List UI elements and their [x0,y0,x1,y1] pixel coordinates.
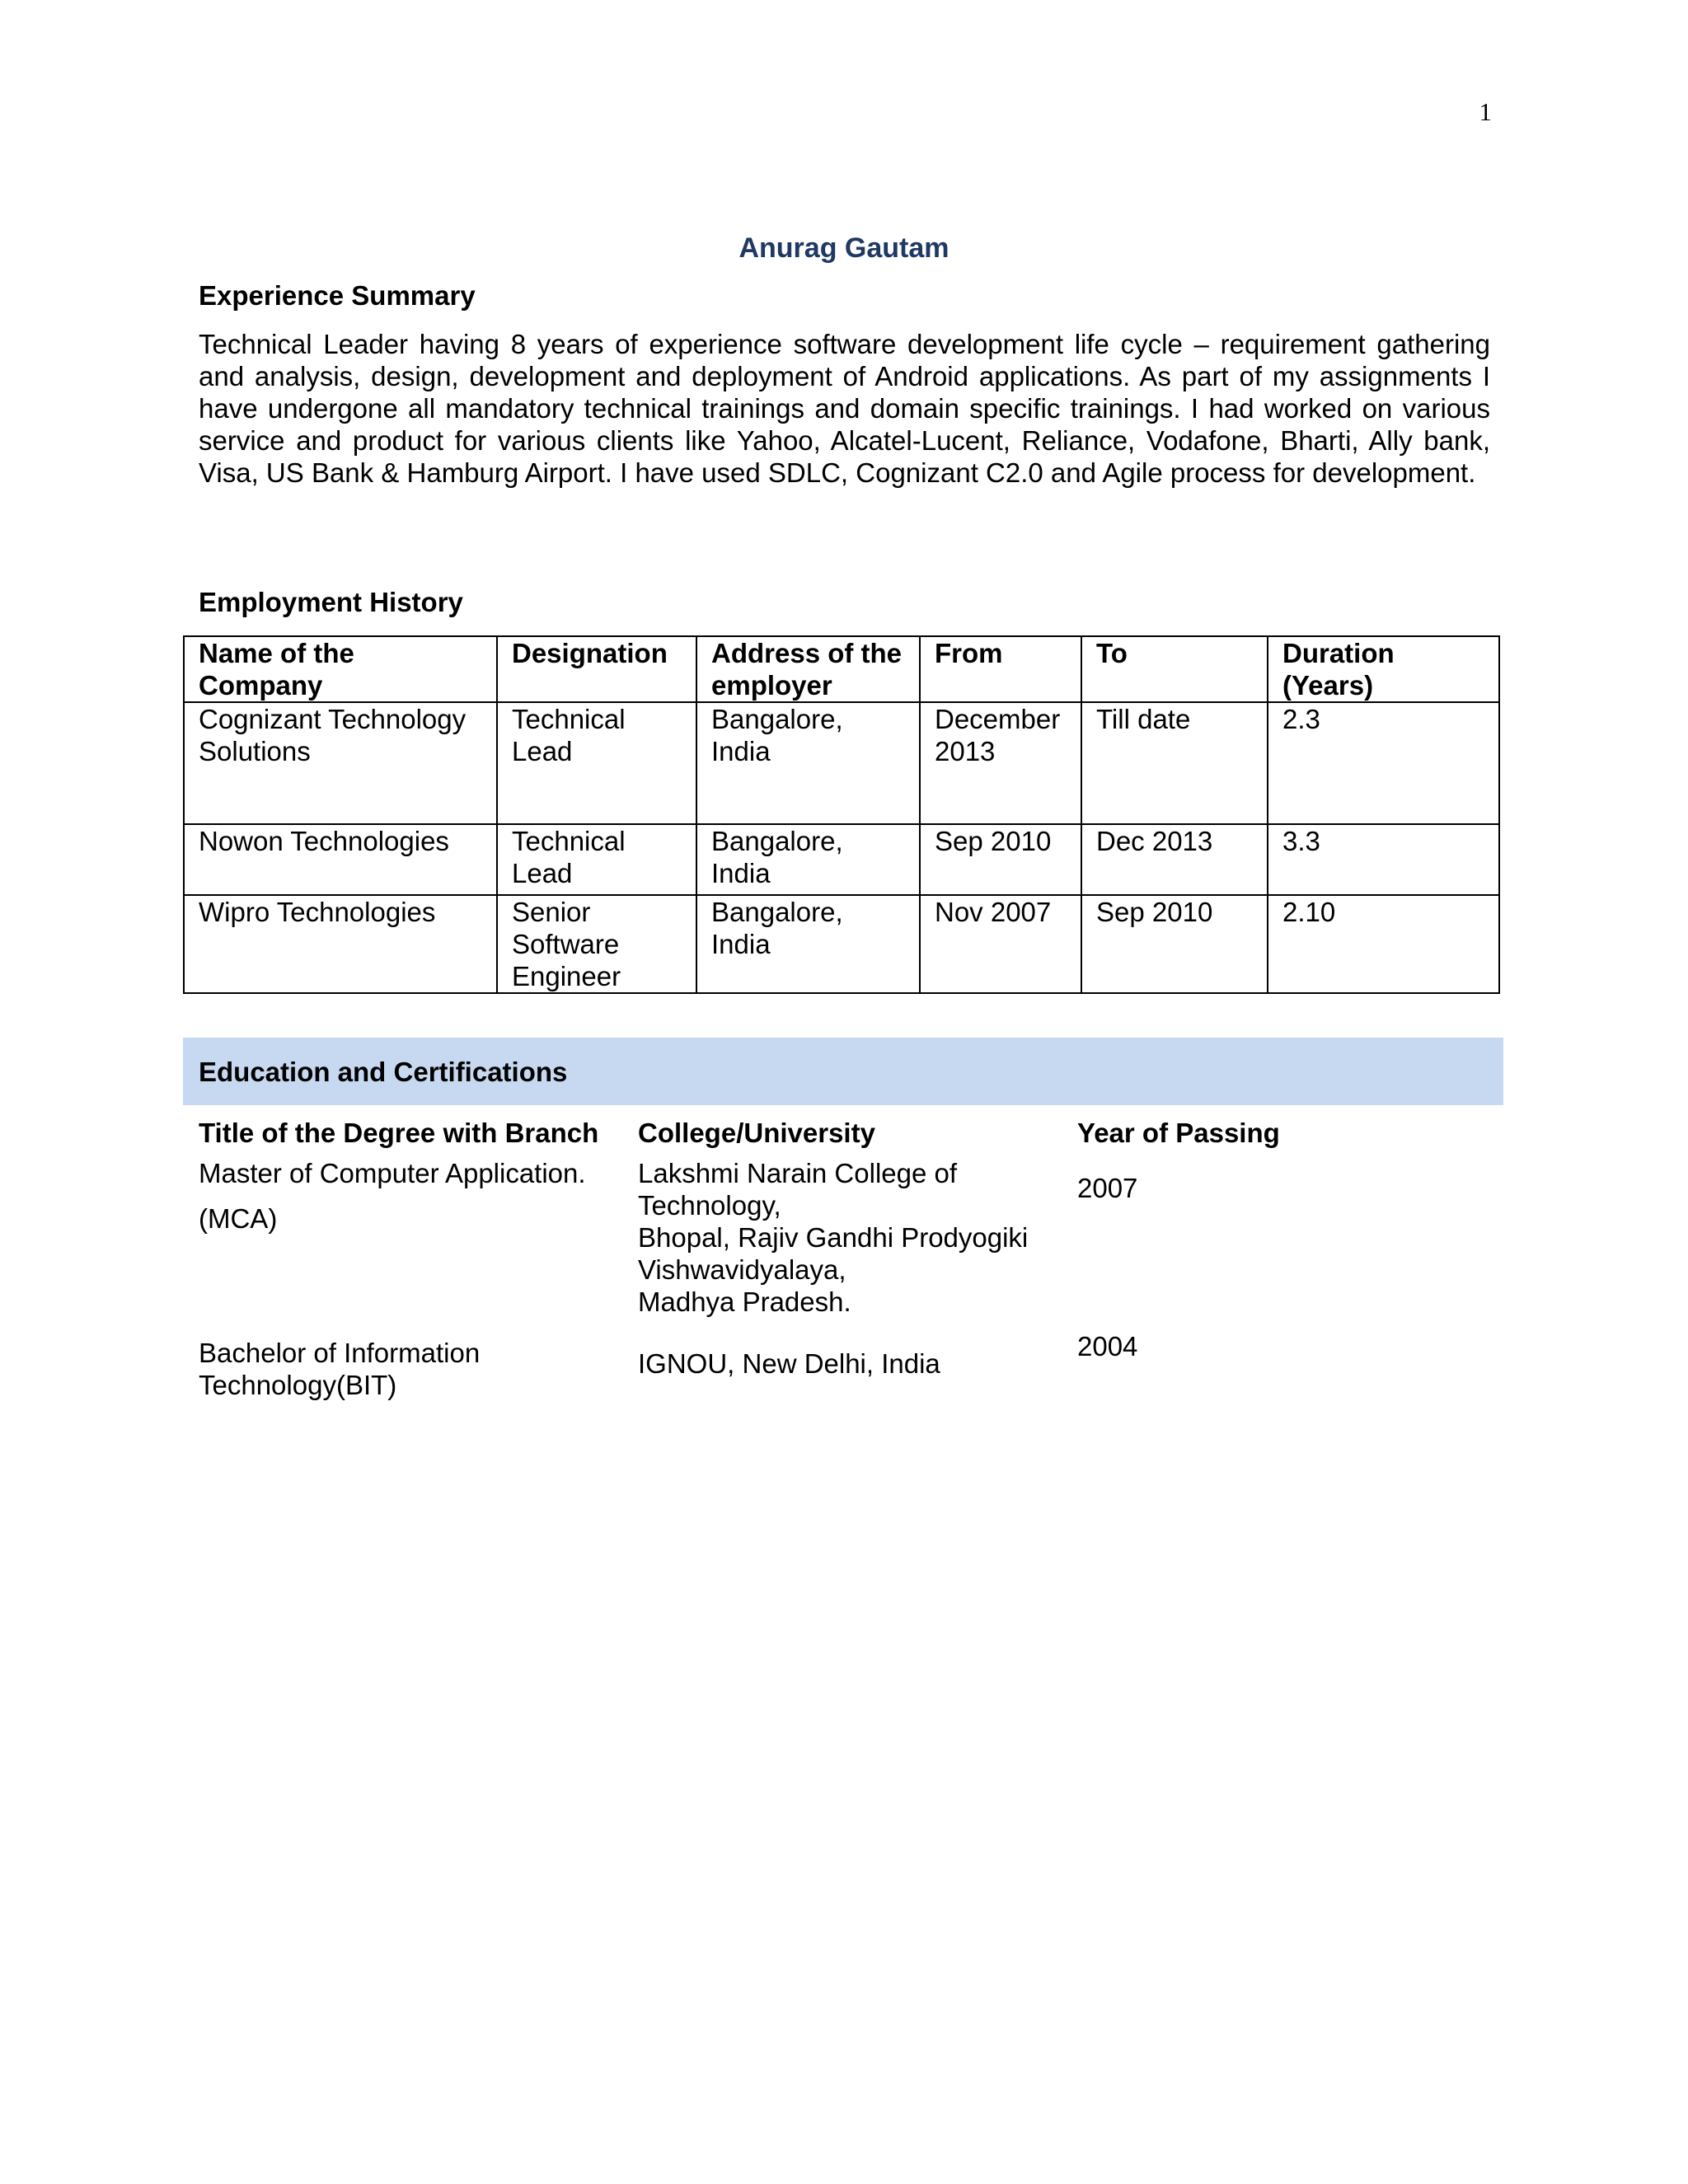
degree-title: Master of Computer Application. [199,1158,586,1188]
duration-cell: 2.10 [1268,895,1499,993]
education-heading: Education and Certifications [199,1057,568,1087]
from-cell: Nov 2007 [920,895,1081,993]
college-line: IGNOU, New Delhi, India [638,1348,940,1379]
table-row [184,895,1499,993]
employment-history-heading: Employment History [199,587,463,617]
year-of-passing: 2007 [1077,1173,1138,1203]
duration-cell: 3.3 [1268,824,1499,895]
column-header-duration: Duration (Years) [1268,636,1499,702]
employment-table [183,635,1500,994]
table-row [184,702,1499,824]
college-line: Madhya Pradesh. [638,1286,851,1317]
college-line: Vishwavidyalaya, [638,1254,846,1285]
designation-cell: Senior Software Engineer [497,895,696,993]
experience-summary-text: Technical Leader having 8 years of experience software development life cycle – requirement gathering and analysis, design, development and deployment of Android applications. As part of my assignments I have undergone all mandatory technical trainings and domain specific trainings. I had worked on various service and product for various clients like Yahoo, Alcatel-Lucent, Reliance, Vodafone, Bharti, Ally bank, Visa, US Bank & Hamburg Airport. I have used SDLC, Cognizant C2.0 and Agile process for development. [199,329,1490,488]
address-cell: Bangalore, India [696,824,920,895]
company-cell: Nowon Technologies [184,824,497,895]
address-cell: Bangalore, India [696,702,920,824]
column-header-year: Year of Passing [1077,1118,1280,1148]
college-name [638,1157,1028,1318]
candidate-name: Anurag Gautam [738,232,950,264]
table-row [184,824,1499,895]
to-cell: Till date [1081,702,1268,824]
education-section-band [183,1038,1503,1105]
column-header-company: Name of the Company [184,636,497,702]
college-line: Lakshmi Narain College of [638,1158,958,1188]
to-cell: Dec 2013 [1081,824,1268,895]
address-cell: Bangalore, India [696,895,920,993]
column-header-to: To [1081,636,1268,702]
from-cell: Sep 2010 [920,824,1081,895]
page-number: 1 [1479,97,1492,126]
from-cell: December 2013 [920,702,1081,824]
column-header-address: Address of the employer [696,636,920,702]
employment-header-row [184,636,1499,702]
to-cell: Sep 2010 [1081,895,1268,993]
college-line: Technology, [638,1190,781,1221]
year-of-passing: 2004 [1077,1331,1138,1361]
college-name [638,1347,940,1380]
column-header-degree: Title of the Degree with Branch [199,1118,599,1148]
column-header-from: From [920,636,1081,702]
degree-title-continued: Technology(BIT) [199,1370,397,1400]
degree-title: Bachelor of Information [199,1338,481,1368]
company-cell: Cognizant Technology Solutions [184,702,497,824]
degree-abbreviation: (MCA) [199,1203,278,1234]
column-header-designation: Designation [497,636,696,702]
designation-cell: Technical Lead [497,824,696,895]
designation-cell: Technical Lead [497,702,696,824]
duration-cell: 2.3 [1268,702,1499,824]
company-cell: Wipro Technologies [184,895,497,993]
college-line: Bhopal, Rajiv Gandhi Prodyogiki [638,1222,1029,1253]
column-header-college: College/University [638,1118,875,1148]
experience-summary-heading: Experience Summary [199,280,476,311]
